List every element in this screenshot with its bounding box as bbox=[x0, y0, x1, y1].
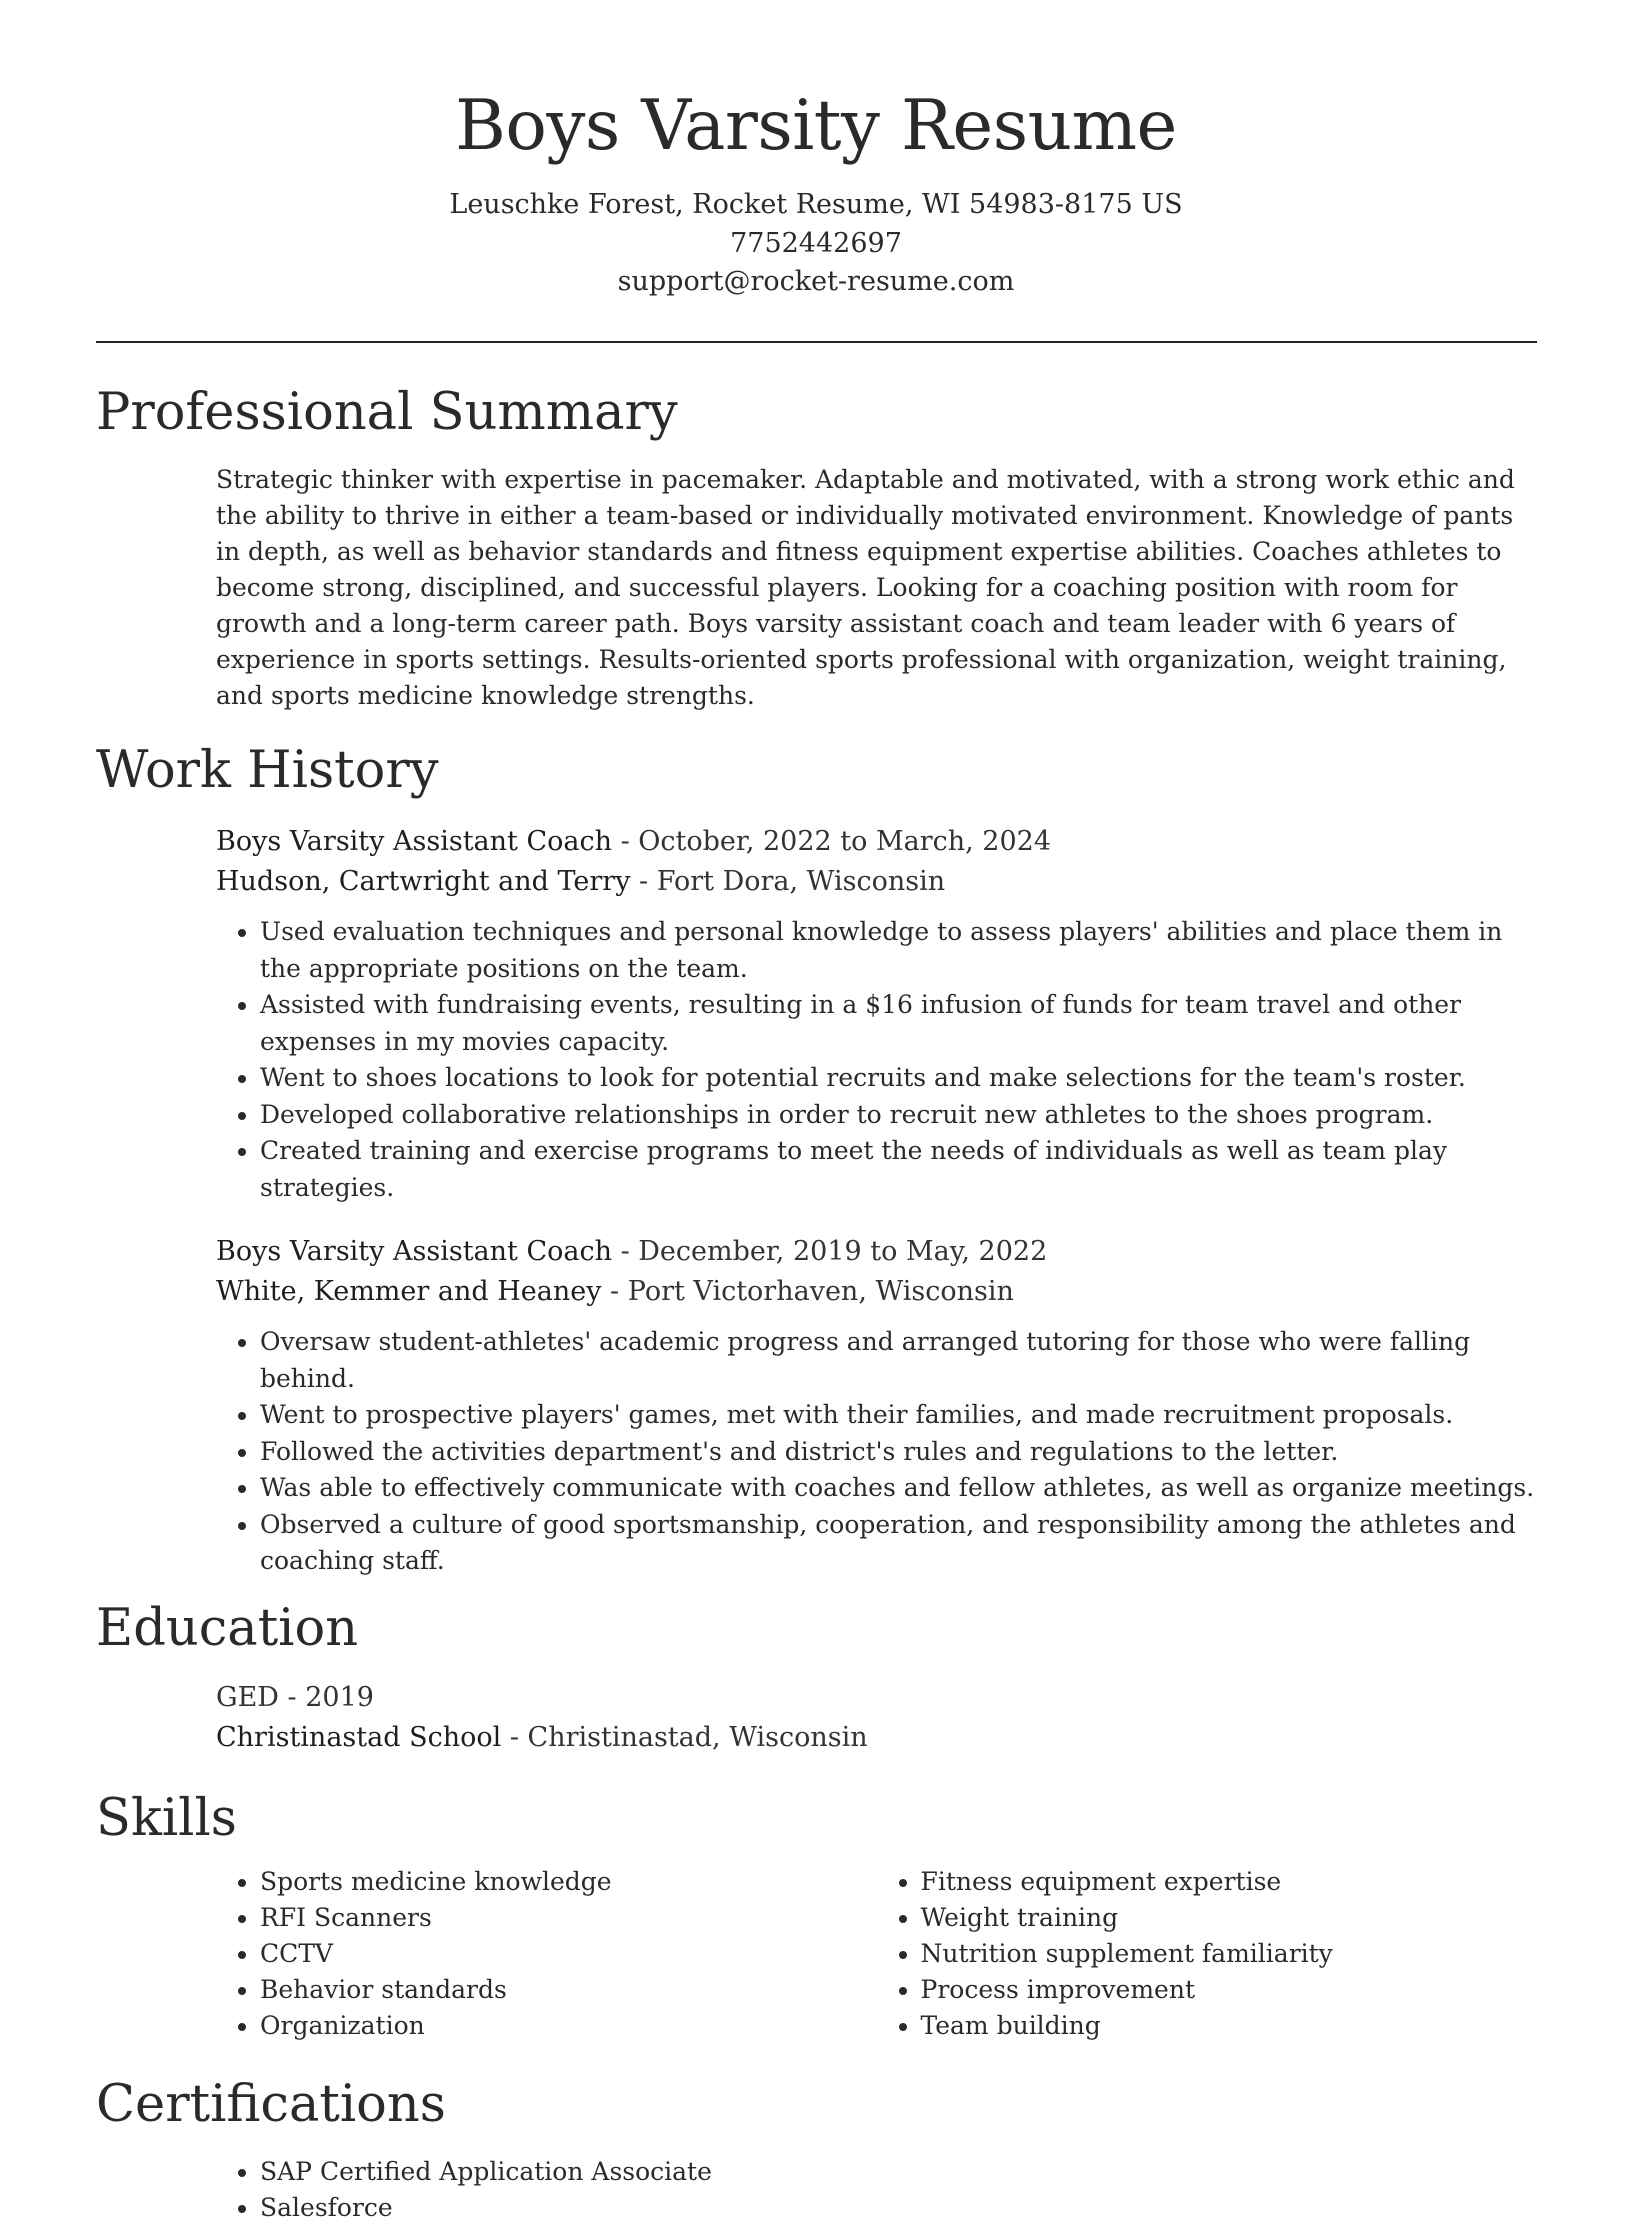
job-bullet: • Oversaw student-athletes' academic progress and arranged tutoring for those who were falling behind. bbox=[260, 1324, 1537, 1397]
education-entry bbox=[216, 1678, 1537, 1758]
job-bullet: • Went to prospective players' games, met with their families, and made recruitment proposals. bbox=[260, 1397, 1537, 1434]
header-divider bbox=[96, 341, 1537, 343]
skill-item: • Team building bbox=[921, 2008, 1538, 2044]
job-bullet: • Assisted with fundraising events, resulting in a $16 infusion of funds for team travel and other expenses in my movies capacity. bbox=[260, 987, 1537, 1060]
certification-item: • SAP Certified Application Associate bbox=[260, 2154, 1537, 2190]
section-title-summary: Professional Summary bbox=[96, 383, 678, 442]
education-degree: GED bbox=[216, 1681, 279, 1713]
job-location: - Fort Dora, Wisconsin bbox=[630, 866, 946, 897]
contact-block bbox=[0, 186, 1632, 302]
skill-item: • CCTV bbox=[260, 1936, 877, 1972]
skills-column-left bbox=[216, 1864, 877, 2044]
skills-list bbox=[216, 1864, 1537, 2044]
summary-text: Strategic thinker with expertise in pacemaker. Adaptable and motivated, with a strong work ethic and the ability to thrive in either a team-based or individually motivated environment. Knowledge of pants in depth, as well as behavior standards and fitness equipment expertise abilities. Coaches athletes to become strong, disciplined, and successful players. Looking for a coaching position with room for growth and a long-term career path. Boys varsity assistant coach and team leader with 6 years of experience in sports settings. Results-oriented sports professional with organization, weight training, and sports medicine knowledge strengths. bbox=[216, 465, 1515, 710]
resume-name: Boys Varsity Resume bbox=[455, 86, 1177, 166]
certifications-list bbox=[216, 2154, 1537, 2226]
job-title-line bbox=[216, 1232, 1537, 1272]
certification-item: • Salesforce bbox=[260, 2190, 1537, 2226]
skill-item: • Behavior standards bbox=[260, 1972, 877, 2008]
skill-item: • Fitness equipment expertise bbox=[921, 1864, 1538, 1900]
job-company-line bbox=[216, 862, 1537, 902]
job-location: - Port Victorhaven, Wisconsin bbox=[601, 1276, 1014, 1307]
education-year: - 2019 bbox=[278, 1681, 374, 1713]
resume-header bbox=[0, 84, 1632, 302]
section-title-education: Education bbox=[96, 1598, 359, 1658]
job-bullet: • Observed a culture of good sportsmanship, cooperation, and responsibility among the athletes and coaching staff. bbox=[260, 1507, 1537, 1580]
skill-item: • Nutrition supplement familiarity bbox=[921, 1936, 1538, 1972]
education-degree-line bbox=[216, 1678, 1537, 1718]
section-title-work-history: Work History bbox=[96, 741, 439, 800]
job-bullets bbox=[216, 1324, 1537, 1580]
contact-phone: 7752442697 bbox=[730, 227, 902, 259]
job-bullets bbox=[216, 914, 1537, 1206]
skill-item: • RFI Scanners bbox=[260, 1900, 877, 1936]
skill-item: • Organization bbox=[260, 2008, 877, 2044]
resume-content bbox=[96, 378, 1537, 2226]
job-dates: - October, 2022 to March, 2024 bbox=[611, 826, 1052, 857]
job-role: Boys Varsity Assistant Coach bbox=[216, 826, 612, 857]
job-entry bbox=[216, 822, 1537, 1206]
job-company: Hudson, Cartwright and Terry bbox=[216, 866, 631, 897]
education-school: Christinastad School bbox=[216, 1721, 502, 1753]
job-entry bbox=[216, 1232, 1537, 1580]
skill-item: • Process improvement bbox=[921, 1972, 1538, 2008]
job-bullet: • Created training and exercise programs to meet the needs of individuals as well as team play strategies. bbox=[260, 1133, 1537, 1206]
job-bullet: • Followed the activities department's and district's rules and regulations to the letter. bbox=[260, 1434, 1537, 1471]
job-role: Boys Varsity Assistant Coach bbox=[216, 1236, 612, 1267]
skills-column-right bbox=[877, 1864, 1538, 2044]
job-bullet: • Used evaluation techniques and personal knowledge to assess players' abilities and place them in the appropriate positions on the team. bbox=[260, 914, 1537, 987]
section-title-skills: Skills bbox=[96, 1788, 237, 1848]
job-company: White, Kemmer and Heaney bbox=[216, 1276, 602, 1307]
contact-address: Leuschke Forest, Rocket Resume, WI 54983-8175 US bbox=[449, 189, 1183, 220]
job-title-line bbox=[216, 822, 1537, 862]
job-bullet: • Developed collaborative relationships in order to recruit new athletes to the shoes program. bbox=[260, 1097, 1537, 1134]
work-history-list bbox=[216, 822, 1537, 1580]
skill-item: • Sports medicine knowledge bbox=[260, 1864, 877, 1900]
education-location: - Christinastad, Wisconsin bbox=[501, 1721, 868, 1753]
skill-item: • Weight training bbox=[921, 1900, 1538, 1936]
section-title-certifications: Certifications bbox=[96, 2074, 446, 2134]
job-bullet: • Went to shoes locations to look for potential recruits and make selections for the team's roster. bbox=[260, 1060, 1537, 1097]
job-dates: - December, 2019 to May, 2022 bbox=[611, 1236, 1048, 1267]
education-school-line bbox=[216, 1718, 1537, 1758]
contact-email: support@rocket-resume.com bbox=[617, 266, 1015, 297]
job-company-line bbox=[216, 1272, 1537, 1312]
job-bullet: • Was able to effectively communicate with coaches and fellow athletes, as well as organize meetings. bbox=[260, 1470, 1537, 1507]
